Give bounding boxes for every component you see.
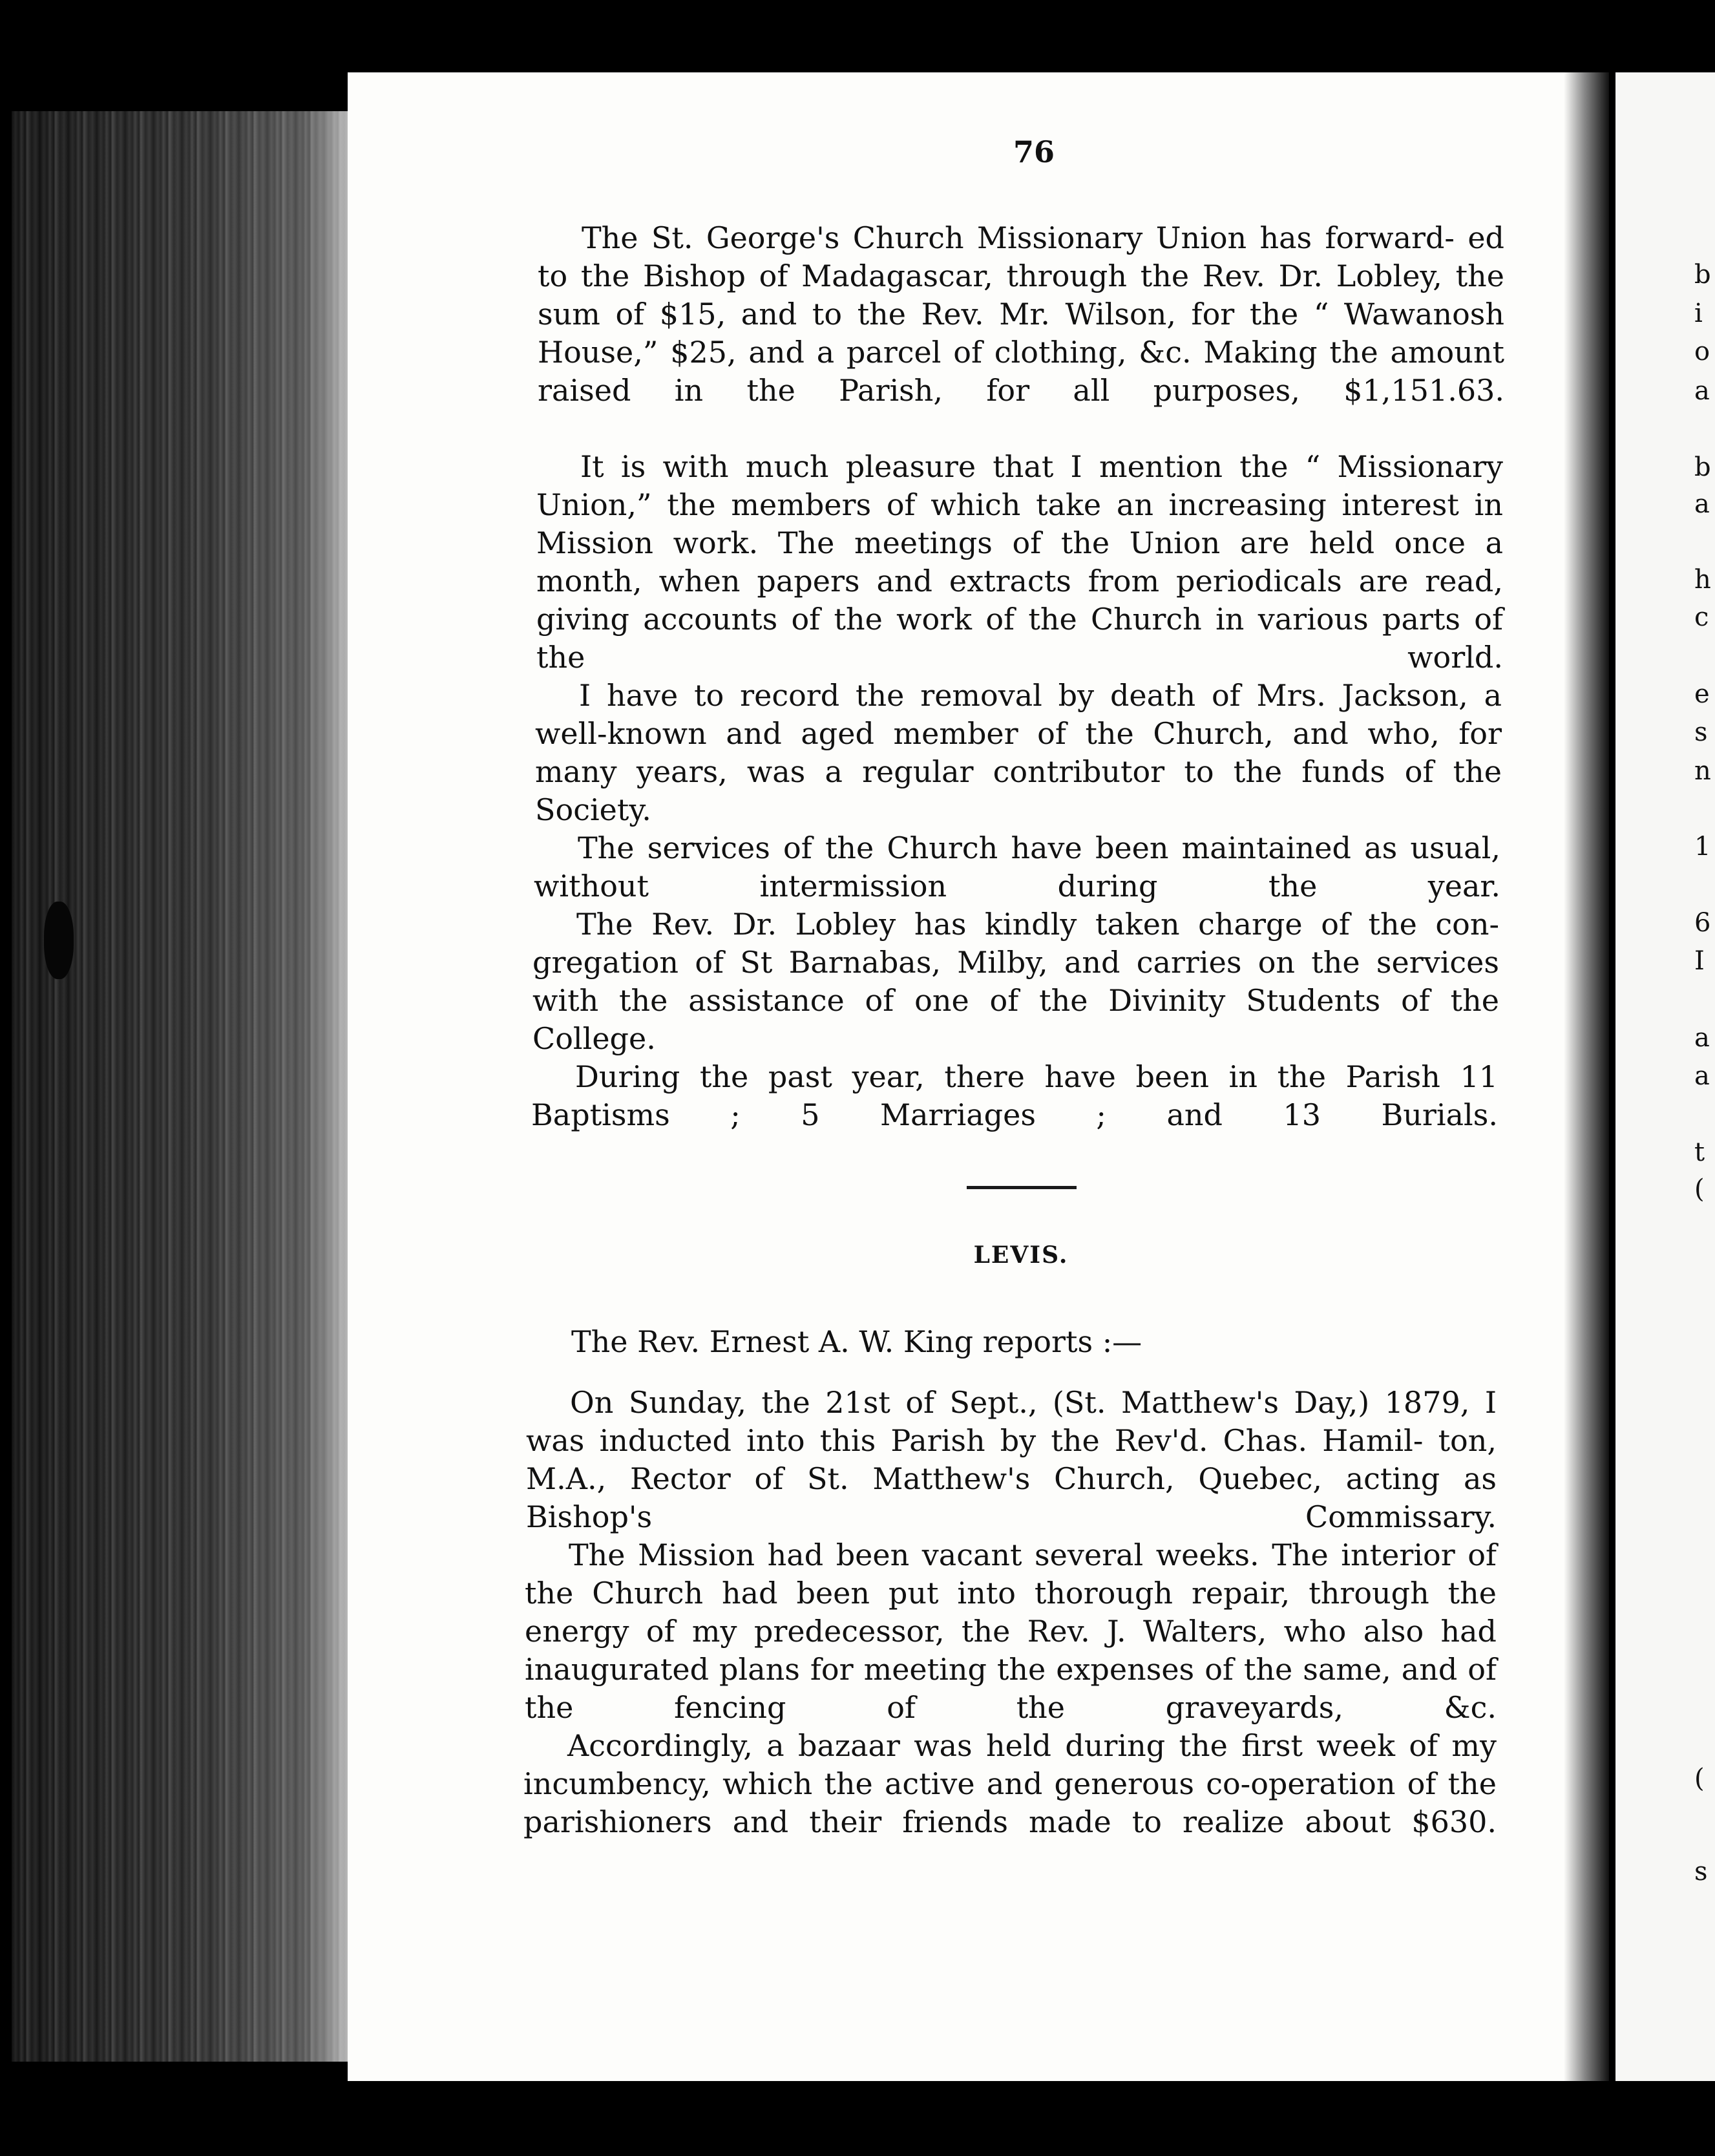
facing-page-fragment: n <box>1694 756 1711 786</box>
text-line: I have to record the removal by death of Mrs. Jackson, a <box>579 678 1502 713</box>
facing-page-fragment: ( <box>1694 1764 1705 1793</box>
facing-page-fragment: ( <box>1694 1174 1705 1204</box>
text-line: with the assistance of one of the Divinity Students of the <box>532 983 1499 1018</box>
paragraph <box>531 1058 1498 1134</box>
text-line: I was inducted into this Parish by the Rev'd. Chas. Hamil- <box>526 1385 1497 1458</box>
text-line: who also had inaugurated plans for meeting the expenses <box>525 1614 1497 1687</box>
text-line: College. <box>532 1021 656 1056</box>
facing-page-fragment: I <box>1694 946 1705 976</box>
text-line: Society. <box>535 792 651 827</box>
facing-page-fragment: c <box>1694 602 1709 632</box>
text-line: ton, M.A., Rector of St. Matthew's Church, Quebec, acting <box>526 1423 1497 1496</box>
text-line: Accordingly, a bazaar was held during the first week of <box>567 1728 1438 1763</box>
text-line: many years, was a regular contributor to the funds of the <box>535 754 1502 789</box>
facing-page-fragment: a <box>1694 489 1710 519</box>
facing-page-fragment: e <box>1694 679 1710 709</box>
paragraph <box>525 1536 1497 1727</box>
facing-page-fragment: 1 <box>1694 832 1711 861</box>
paragraph <box>536 448 1503 677</box>
facing-page-fragment: a <box>1694 1061 1710 1091</box>
text-line: The Rev. Ernest A. W. King reports :— <box>571 1324 1142 1359</box>
facing-page-fragment: s <box>1694 1857 1708 1886</box>
text-line: Baptisms ; 5 Marriages ; and 13 Burials. <box>531 1097 1498 1132</box>
text-line: The Rev. Dr. Lobley has kindly taken charge of the con- <box>576 907 1499 942</box>
text-line: of the same, and of the fencing of the graveyards, &c. <box>525 1652 1497 1725</box>
text-line: interior of the Church had been put into thorough repair, <box>525 1538 1497 1611</box>
paragraph <box>526 1384 1497 1536</box>
section-divider <box>967 1186 1077 1189</box>
text-line: $630. <box>1411 1804 1497 1839</box>
facing-page-fragment: a <box>1694 376 1710 406</box>
book-spine-shadow <box>1564 72 1609 2081</box>
paragraph <box>534 829 1500 905</box>
text-line: usual, without intermission during the year. <box>534 830 1501 904</box>
text-line: The services of the Church have been maintained as <box>578 830 1398 865</box>
paragraph <box>523 1727 1497 1841</box>
text-line: in Mission work. The meetings of the Union are held <box>536 487 1503 560</box>
text-line: Lobley, the sum of $15, and to the Rev. Mr. Wilson, for <box>538 259 1505 332</box>
page-number: 76 <box>1013 134 1055 169</box>
paragraph <box>538 219 1504 410</box>
paragraph <box>535 677 1502 829</box>
text-line: of the parishioners and their friends made to realize about <box>523 1766 1497 1839</box>
text-line: as Bishop's Commissary. <box>526 1461 1497 1534</box>
text-line: The St. George's Church Missionary Union has forward- <box>582 220 1455 255</box>
text-line: It is with much pleasure that I mention the “ Missionary <box>580 449 1503 484</box>
ink-stain <box>44 902 74 979</box>
text-line: my incumbency, which the active and generous co-operation <box>523 1728 1497 1801</box>
text-line: through the energy of my predecessor, the Rev. J. Walters, <box>525 1576 1497 1649</box>
paragraph <box>527 1323 1497 1361</box>
text-line: On Sunday, the 21st of Sept., (St. Matthew's Day,) 1879, <box>570 1385 1470 1420</box>
text-line: The Mission had been vacant several weeks. The <box>569 1538 1329 1572</box>
facing-page-fragment: a <box>1694 1023 1710 1053</box>
text-line: various parts of the world. <box>536 602 1503 675</box>
text-line: once a month, when papers and extracts from periodicals <box>536 525 1503 598</box>
paragraph <box>532 905 1499 1058</box>
section-heading: LEVIS. <box>973 1242 1069 1269</box>
facing-page-fragment: s <box>1694 717 1708 747</box>
facing-page-fragment: i <box>1694 299 1703 328</box>
text-line: During the past year, there have been in the Parish 11 <box>575 1059 1498 1094</box>
facing-page-fragment: 6 <box>1694 908 1711 938</box>
facing-page-fragment: o <box>1694 337 1710 366</box>
text-line: Union,” the members of which take an increasing interest <box>536 487 1459 522</box>
text-line: Making the amount raised in the Parish, for all purposes, <box>538 335 1504 408</box>
text-line: $1,151.63. <box>1343 373 1504 408</box>
facing-page-fragment: b <box>1694 452 1711 482</box>
book-page-edges <box>12 111 348 2062</box>
facing-page-fragment: t <box>1694 1137 1705 1167</box>
text-line: ed to the Bishop of Madagascar, through the Rev. Dr. <box>538 220 1504 293</box>
text-line: gregation of St Barnabas, Milby, and carries on the services <box>532 945 1499 980</box>
text-line: well-known and aged member of the Church, and who, for <box>535 716 1502 751</box>
facing-page-fragment: h <box>1694 565 1711 595</box>
text-line: are read, giving accounts of the work of the Church in <box>536 564 1503 637</box>
facing-page-fragment: b <box>1694 260 1711 290</box>
text-line: the “ Wawanosh House,” $25, and a parcel of clothing, &c. <box>538 297 1504 370</box>
